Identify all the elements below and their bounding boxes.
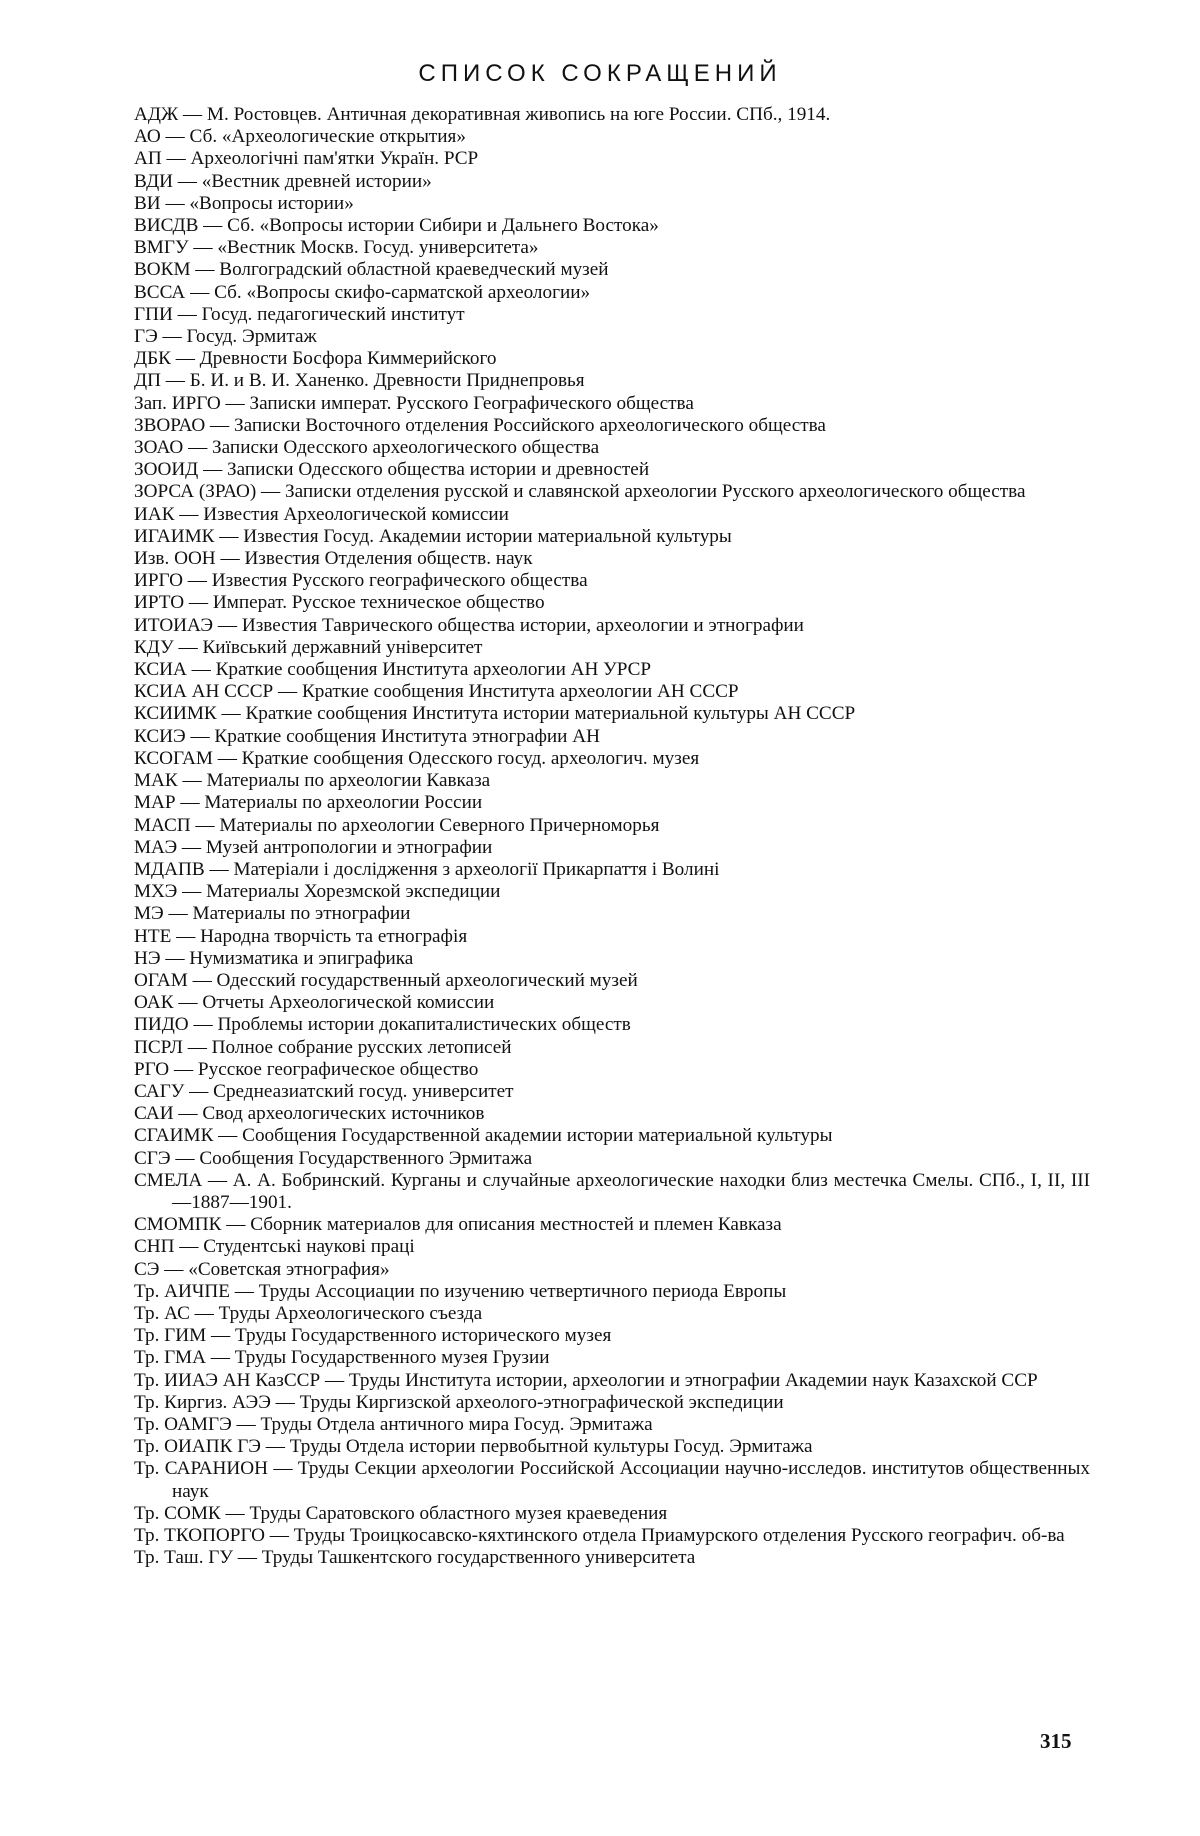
list-item: Тр. ОАМГЭ — Труды Отдела античного мира Госуд. Эрмитажа	[134, 1413, 653, 1435]
list-item: ДП — Б. И. и В. И. Ханенко. Древности Приднепровья	[134, 370, 585, 392]
list-item: НТЕ — Народна творчість та етнографія	[134, 925, 468, 947]
list-item: МХЭ — Материалы Хорезмской экспедиции	[134, 881, 501, 903]
list-item: СЭ — «Советская этнография»	[134, 1258, 390, 1280]
list-item: ЗООИД — Записки Одесского общества истории и древностей	[134, 459, 650, 481]
list-item: ГЭ — Госуд. Эрмитаж	[134, 326, 317, 348]
list-item: КСИИМК — Краткие сообщения Института истории материальной культуры АН СССР	[134, 703, 856, 725]
list-item: ЗОРСА (ЗРАО) — Записки отделения русской и славянской археологии Русского археологического общества	[134, 481, 1026, 503]
list-item: СМОМПК — Сборник материалов для описания местностей и племен Кавказа	[134, 1214, 782, 1236]
list-item: АП — Археологічні пам'ятки Україн. РСР	[134, 148, 479, 170]
list-item: ПИДО — Проблемы истории докапиталистических обществ	[134, 1014, 631, 1036]
list-item: ВССА — Сб. «Вопросы скифо-сарматской археологии»	[134, 281, 591, 303]
list-item: МАР — Материалы по археологии России	[134, 792, 483, 814]
list-item: ВОКМ — Волгоградский областной краеведческий музей	[134, 259, 609, 281]
list-item: САИ — Свод археологических источников	[134, 1103, 485, 1125]
list-item: СНП — Студентські наукові праці	[134, 1236, 415, 1258]
abbreviation-list	[134, 104, 1090, 1569]
list-item: Тр. ОИАПК ГЭ — Труды Отдела истории первобытной культуры Госуд. Эрмитажа	[134, 1436, 813, 1458]
list-item: КСИЭ — Краткие сообщения Института этнографии АН	[134, 725, 600, 747]
list-item: СМЕЛА — А. А. Бобринский. Курганы и случайные археологические находки близ местечка Смелы. СПб., I, II, III—1887—1901.	[134, 1169, 1090, 1213]
list-item: САГУ — Среднеазиатский госуд. университет	[134, 1080, 514, 1102]
list-item: Тр. Таш. ГУ — Труды Ташкентского государственного университета	[134, 1547, 696, 1569]
list-item: КСОГАМ — Краткие сообщения Одесского госуд. археологич. музея	[134, 747, 700, 769]
list-item: СГЭ — Сообщения Государственного Эрмитажа	[134, 1147, 533, 1169]
list-item: АО — Сб. «Археологические открытия»	[134, 126, 466, 148]
list-item: НЭ — Нумизматика и эпиграфика	[134, 947, 414, 969]
list-item: Тр. АИЧПЕ — Труды Ассоциации по изучению четвертичного периода Европы	[134, 1280, 787, 1302]
list-item: Тр. ГМА — Труды Государственного музея Грузии	[134, 1347, 550, 1369]
list-item: РГО — Русское географическое общество	[134, 1058, 479, 1080]
list-item: ВДИ — «Вестник древней истории»	[134, 170, 432, 192]
list-item: МАЭ — Музей антропологии и этнографии	[134, 836, 493, 858]
list-item: КСИА — Краткие сообщения Института археологии АН УРСР	[134, 659, 652, 681]
list-item: ПСРЛ — Полное собрание русских летописей	[134, 1036, 512, 1058]
list-item: ЗВОРАО — Записки Восточного отделения Российского археологического общества	[134, 414, 826, 436]
list-item: МЭ — Материалы по этнографии	[134, 903, 411, 925]
list-item: Тр. АС — Труды Археологического съезда	[134, 1302, 483, 1324]
list-item: ГПИ — Госуд. педагогический институт	[134, 303, 465, 325]
list-item: ИТОИАЭ — Известия Таврического общества истории, археологии и этнографии	[134, 614, 804, 636]
list-item: ИРТО — Императ. Русское техническое общество	[134, 592, 545, 614]
list-item: ИАК — Известия Археологической комиссии	[134, 503, 509, 525]
list-item: Изв. ООН — Известия Отделения обществ. наук	[134, 548, 533, 570]
list-item: МАК — Материалы по археологии Кавказа	[134, 770, 491, 792]
list-item: КДУ — Київський державний університет	[134, 636, 483, 658]
list-item: ИРГО — Известия Русского географического общества	[134, 570, 588, 592]
list-item: Тр. ИИАЭ АН КазССР — Труды Института истории, археологии и этнографии Академии наук Казахской ССР	[134, 1369, 1038, 1391]
list-item: МДАПВ — Матеріали і дослідження з археології Прикарпаття і Волині	[134, 858, 720, 880]
list-item: КСИА АН СССР — Краткие сообщения Института археологии АН СССР	[134, 681, 739, 703]
list-item: Зап. ИРГО — Записки императ. Русского Географического общества	[134, 392, 694, 414]
list-item: МАСП — Материалы по археологии Северного Причерноморья	[134, 814, 660, 836]
list-item: Тр. ТКОПОРГО — Труды Троицкосавско-кяхтинского отдела Приамурского отделения Русского географич. об-ва	[134, 1525, 1065, 1546]
list-item: ВМГУ — «Вестник Москв. Госуд. университета»	[134, 237, 539, 259]
list-item: ОГАМ — Одесский государственный археологический музей	[134, 969, 638, 991]
list-item: Тр. СОМК — Труды Саратовского областного музея краеведения	[134, 1502, 668, 1524]
list-item: АДЖ — М. Ростовцев. Античная декоративная живопись на юге России. СПб., 1914.	[134, 104, 831, 125]
list-item: СГАИМК — Сообщения Государственной академии истории материальной культуры	[134, 1125, 833, 1147]
list-item: ВИСДВ — Сб. «Вопросы истории Сибири и Дальнего Востока»	[134, 215, 659, 237]
page-number: 315	[1040, 1729, 1072, 1753]
list-item: ДБК — Древности Босфора Киммерийского	[134, 348, 497, 370]
list-item: Тр. ГИМ — Труды Государственного исторического музея	[134, 1325, 612, 1347]
list-item: Тр. САРАНИОН — Труды Секции археологии Российской Ассоциации научно-исследов. институтов общественных наук	[134, 1458, 1090, 1502]
list-item: ИГАИМК — Известия Госуд. Академии истории материальной культуры	[134, 525, 732, 547]
list-item: ЗОАО — Записки Одесского археологического общества	[134, 437, 600, 459]
page-title: СПИСОК СОКРАЩЕНИЙ	[418, 60, 782, 88]
list-item: Тр. Киргиз. АЭЭ — Труды Киргизской археолого-этнографической экспедиции	[134, 1391, 784, 1413]
list-item: ОАК — Отчеты Археологической комиссии	[134, 992, 495, 1014]
list-item: ВИ — «Вопросы истории»	[134, 192, 354, 214]
